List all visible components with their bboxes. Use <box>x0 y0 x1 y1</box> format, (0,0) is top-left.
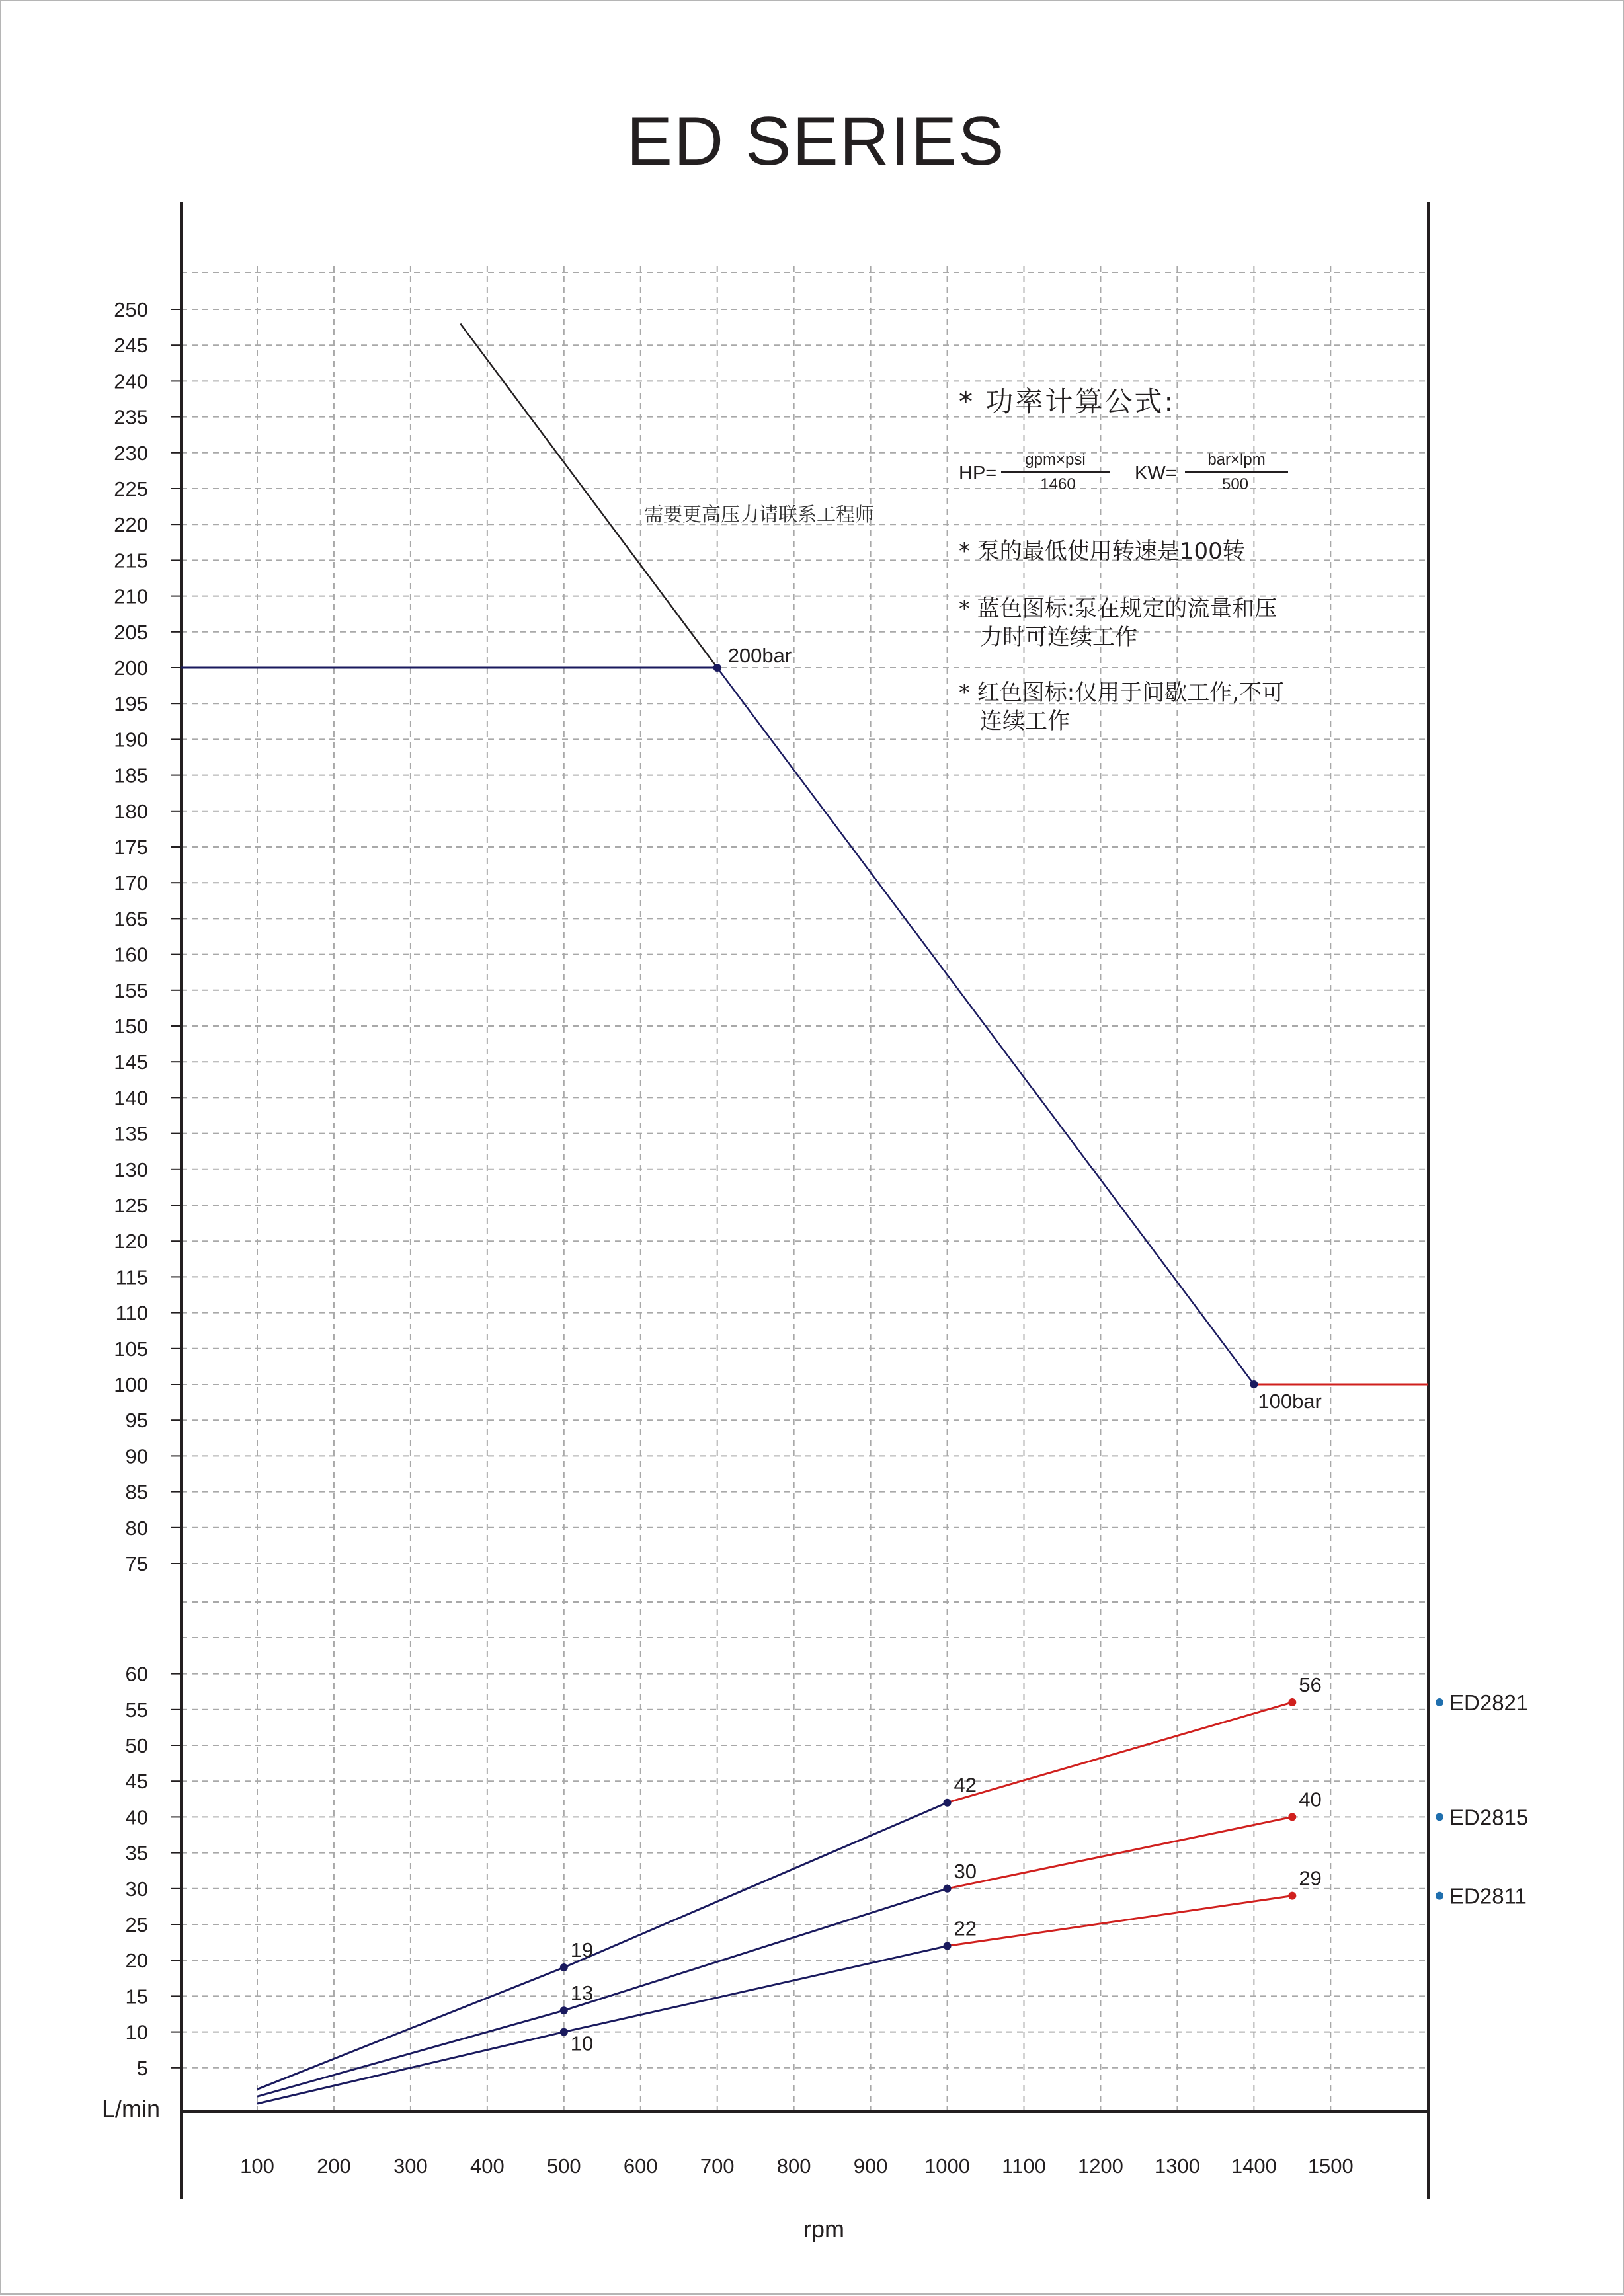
kw-formula-denominator: 500 <box>1221 475 1249 493</box>
y-tick-label: 230 <box>114 441 148 465</box>
pressure-label-200bar: 200bar <box>727 644 792 667</box>
series-point-label: 30 <box>954 1859 977 1883</box>
pressure-extension-line <box>460 324 717 668</box>
y-axis-ticks <box>114 298 181 2080</box>
y-tick-label: 155 <box>114 978 148 1002</box>
y-tick-label: 200 <box>114 656 148 680</box>
series-line-intermittent-ed2821 <box>948 1702 1293 1803</box>
notes-block <box>959 385 1288 734</box>
legend-label-ed2821: ED2821 <box>1449 1690 1529 1715</box>
y-tick-label: 195 <box>114 692 148 716</box>
y-tick-label: 130 <box>114 1158 148 1181</box>
series-line-continuous-ed2815 <box>257 1889 948 2096</box>
series-line-intermittent-ed2811 <box>948 1896 1293 1946</box>
y-tick-label: 45 <box>125 1770 148 1794</box>
x-tick-label: 1300 <box>1154 2155 1200 2178</box>
x-tick-label: 1200 <box>1077 2155 1123 2178</box>
y-tick-label: 80 <box>125 1516 148 1540</box>
legend-marker <box>1436 1698 1443 1706</box>
chart-title: ED SERIES <box>626 103 1006 180</box>
y-tick-label: 180 <box>114 799 148 823</box>
series-point-label: 29 <box>1299 1866 1322 1890</box>
y-tick-label: 205 <box>114 620 148 644</box>
y-tick-label: 30 <box>125 1877 148 1901</box>
legend-label-ed2815: ED2815 <box>1449 1805 1529 1830</box>
y-axis-label: L/min <box>101 2095 161 2122</box>
y-tick-label: 35 <box>125 1841 148 1865</box>
series-point <box>560 2006 568 2014</box>
pressure-note: 需要更高压力请联系工程师 <box>644 503 875 526</box>
y-tick-label: 85 <box>125 1480 148 1504</box>
series-point <box>560 2028 568 2036</box>
y-tick-label: 110 <box>115 1301 148 1325</box>
y-tick-label: 170 <box>114 871 148 895</box>
legend-marker <box>1436 1813 1443 1821</box>
y-tick-label: 10 <box>125 2020 148 2044</box>
y-tick-label: 115 <box>115 1265 148 1289</box>
series-point <box>944 1942 952 1950</box>
red-icon-note-line1: * 红色图标:仅用于间歇工作,不可 <box>959 680 1285 706</box>
series-point <box>1288 1698 1296 1706</box>
x-tick-label: 800 <box>776 2155 811 2178</box>
y-tick-label: 245 <box>114 334 148 358</box>
x-tick-label: 700 <box>700 2155 735 2178</box>
y-tick-label: 165 <box>114 907 148 931</box>
y-tick-label: 135 <box>114 1122 148 1146</box>
series-point <box>1288 1813 1296 1821</box>
y-tick-label: 90 <box>125 1445 148 1468</box>
kw-formula-lhs: KW= <box>1135 463 1177 484</box>
kw-formula-numerator: bar×lpm <box>1207 451 1266 469</box>
legend <box>1436 1690 1528 1909</box>
x-tick-label: 900 <box>853 2155 888 2178</box>
min-speed-note: * 泵的最低使用转速是100转 <box>959 538 1245 565</box>
y-tick-label: 50 <box>125 1734 148 1757</box>
y-tick-label: 20 <box>125 1949 148 1973</box>
x-tick-label: 1000 <box>924 2155 971 2178</box>
y-tick-label: 55 <box>125 1698 148 1722</box>
legend-label-ed2811: ED2811 <box>1449 1883 1527 1909</box>
x-axis-ticks <box>240 2155 1354 2178</box>
pressure-label-100bar: 100bar <box>1258 1390 1322 1413</box>
series-point-label: 13 <box>570 1981 594 2005</box>
y-tick-label: 100 <box>114 1373 148 1396</box>
y-tick-label: 225 <box>114 477 148 500</box>
red-icon-note-line2: 连续工作 <box>980 708 1070 734</box>
x-axis-label: rpm <box>803 2215 844 2242</box>
y-tick-label: 105 <box>114 1337 148 1361</box>
y-tick-label: 210 <box>114 584 148 608</box>
chart-frame <box>181 202 1428 2199</box>
chart <box>1 1 1624 2296</box>
y-tick-label: 15 <box>125 1985 148 2008</box>
series-point-label: 19 <box>570 1938 594 1962</box>
series-point-label: 10 <box>570 2032 594 2055</box>
y-tick-label: 190 <box>114 728 148 752</box>
y-tick-label: 60 <box>125 1662 148 1686</box>
x-tick-label: 1400 <box>1231 2155 1277 2178</box>
x-tick-label: 1500 <box>1307 2155 1354 2178</box>
hp-formula-denominator: 1460 <box>1040 475 1076 493</box>
pressure-point <box>1250 1380 1258 1388</box>
y-tick-label: 175 <box>114 836 148 859</box>
series-point-label: 42 <box>954 1773 977 1797</box>
hp-formula-numerator: gpm×psi <box>1025 451 1086 469</box>
y-tick-label: 185 <box>114 764 148 787</box>
y-tick-label: 40 <box>125 1805 148 1829</box>
y-tick-label: 145 <box>114 1050 148 1074</box>
blue-icon-note-line1: * 蓝色图标:泵在规定的流量和压 <box>959 596 1278 622</box>
x-tick-label: 100 <box>240 2155 274 2178</box>
y-tick-label: 220 <box>114 513 148 537</box>
legend-marker <box>1436 1892 1443 1900</box>
y-tick-label: 120 <box>114 1230 148 1253</box>
x-tick-label: 200 <box>317 2155 351 2178</box>
y-tick-label: 235 <box>114 405 148 429</box>
y-tick-label: 75 <box>125 1552 148 1575</box>
y-tick-label: 5 <box>136 2056 148 2080</box>
series-point <box>1288 1892 1296 1900</box>
x-tick-label: 300 <box>393 2155 428 2178</box>
hp-formula-lhs: HP= <box>959 463 997 484</box>
pressure-point <box>713 664 721 672</box>
y-tick-label: 25 <box>125 1913 148 1936</box>
blue-icon-note-line2: 力时可连续工作 <box>980 624 1137 651</box>
series-point <box>560 1963 568 1971</box>
y-tick-label: 215 <box>114 549 148 573</box>
x-tick-label: 600 <box>623 2155 658 2178</box>
series-line-continuous-ed2821 <box>257 1803 948 2090</box>
y-tick-label: 140 <box>114 1086 148 1110</box>
formula-heading: * 功率计算公式: <box>959 385 1176 418</box>
x-tick-label: 1100 <box>1002 2155 1046 2178</box>
y-tick-label: 125 <box>114 1194 148 1217</box>
series-point-label: 40 <box>1299 1788 1322 1811</box>
y-tick-label: 160 <box>114 943 148 967</box>
series-point-label: 56 <box>1299 1673 1322 1696</box>
y-tick-label: 250 <box>114 298 148 321</box>
x-tick-label: 500 <box>546 2155 581 2178</box>
y-tick-label: 240 <box>114 370 148 393</box>
series-point <box>944 1799 952 1807</box>
series-point <box>944 1885 952 1893</box>
y-tick-label: 95 <box>125 1409 148 1433</box>
y-tick-label: 150 <box>114 1015 148 1038</box>
series-point-label: 22 <box>954 1917 977 1940</box>
x-tick-label: 400 <box>469 2155 505 2178</box>
series-line-continuous-ed2811 <box>257 1946 948 2104</box>
